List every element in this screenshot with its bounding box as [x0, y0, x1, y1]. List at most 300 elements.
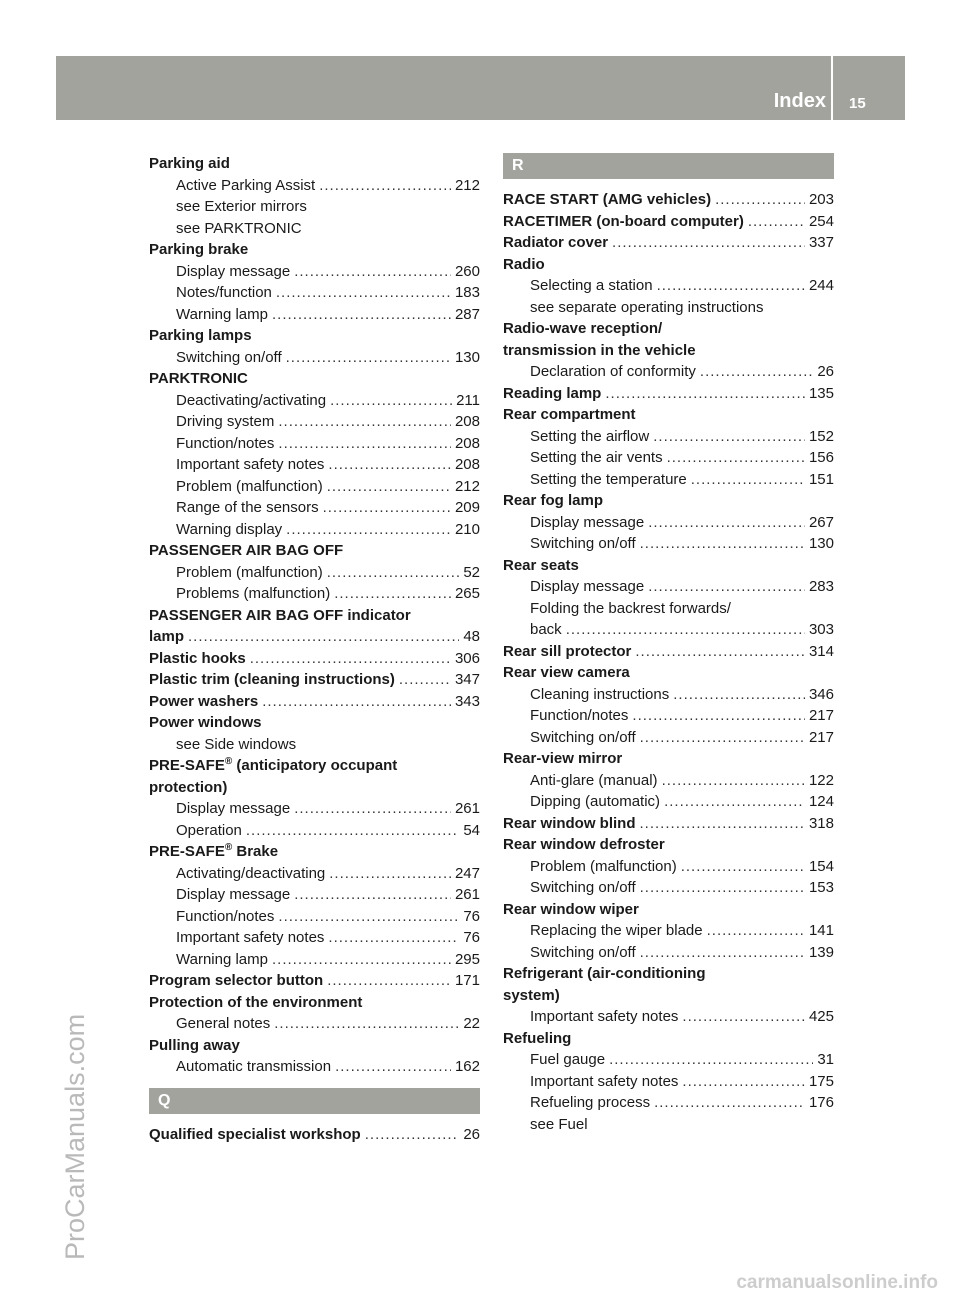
page-reference: 217 [808, 728, 834, 746]
dot-leader [566, 619, 805, 641]
entry-text [530, 598, 731, 620]
page-reference: 208 [454, 456, 480, 473]
page-reference: 254 [808, 212, 834, 230]
entry-text [149, 325, 252, 347]
side-watermark: ProCarManuals.com [60, 1013, 90, 1260]
index-subentry [503, 920, 834, 942]
entry-label: Function/notes [176, 907, 275, 925]
index-column-right [503, 153, 834, 1135]
entry-text [503, 899, 639, 921]
page-reference: 261 [454, 800, 480, 817]
entry-label: Fuel gauge [530, 1051, 606, 1068]
entry-text [149, 691, 258, 713]
entry-label: Parking lamps [149, 327, 252, 344]
page-reference: 135 [808, 384, 834, 402]
entry-text [530, 705, 628, 727]
header-divider [831, 56, 833, 120]
entry-text [176, 411, 274, 433]
entry-text [530, 469, 687, 491]
dot-leader [328, 927, 459, 949]
page-reference: 130 [454, 348, 480, 366]
page-reference: 337 [808, 234, 834, 251]
page-reference: 162 [454, 1058, 480, 1075]
entry-label: Rear seats [503, 556, 579, 574]
page-reference: 318 [808, 814, 834, 832]
index-entry [149, 239, 480, 261]
entry-label: Problem (malfunction) [176, 477, 323, 495]
index-subentry [149, 562, 480, 584]
index-subentry [149, 282, 480, 304]
entry-text [176, 497, 319, 519]
index-entry [503, 899, 834, 921]
dot-leader [700, 361, 813, 383]
dot-leader [640, 533, 805, 555]
entry-label: Power washers [149, 692, 259, 710]
index-subentry [149, 497, 480, 519]
page-reference: 267 [808, 513, 834, 531]
index-subentry [149, 863, 480, 885]
entry-label: transmission in the vehicle [503, 341, 696, 359]
page-reference: 26 [463, 1125, 480, 1143]
index-entry [503, 1028, 834, 1050]
index-subentry [149, 347, 480, 369]
entry-label: Switching on/off [176, 348, 282, 366]
entry-label: Problem (malfunction) [176, 563, 323, 581]
entry-label: Display message [176, 800, 291, 817]
page-reference: 306 [454, 649, 480, 667]
entry-label: Radiator cover [503, 234, 609, 251]
index-subentry [503, 598, 834, 620]
entry-text [503, 813, 636, 835]
dot-leader [748, 211, 805, 233]
entry-text [149, 368, 248, 390]
entry-text [149, 777, 227, 799]
page-reference: 303 [808, 621, 834, 638]
dot-leader [640, 942, 805, 964]
index-column-left [149, 153, 480, 1145]
page-reference: 287 [454, 305, 480, 323]
index-entry [149, 153, 480, 175]
entry-text [176, 820, 242, 842]
entry-text [149, 626, 184, 648]
entry-text [176, 454, 324, 476]
entry-label: Program selector button [149, 972, 324, 989]
entry-label: Switching on/off [530, 879, 636, 896]
index-subentry [503, 533, 834, 555]
page-reference: 22 [463, 1015, 480, 1032]
index-subentry [503, 576, 834, 598]
entry-text [176, 175, 315, 197]
index-entry [149, 691, 480, 713]
dot-leader [640, 877, 805, 899]
entry-text [149, 1124, 361, 1146]
dot-leader [294, 261, 451, 283]
index-entry [503, 555, 834, 577]
entry-text [176, 390, 326, 412]
entry-label: Parking aid [149, 155, 230, 172]
entry-text [503, 254, 545, 276]
entry-text [530, 1006, 678, 1028]
dot-leader [262, 691, 451, 713]
page-reference: 265 [454, 585, 480, 602]
dot-leader [327, 476, 451, 498]
entry-label: Deactivating/activating [176, 391, 327, 409]
page-reference: 314 [808, 642, 834, 660]
entry-text [176, 304, 268, 326]
entry-text [503, 340, 696, 362]
page-reference: 343 [454, 692, 480, 710]
entry-text [530, 791, 660, 813]
entry-label: Problems (malfunction) [176, 585, 331, 602]
entry-label: Replacing the wiper blade [530, 922, 703, 939]
registered-mark: ® [224, 842, 233, 853]
page-reference: 76 [463, 929, 480, 946]
entry-label: PRE-SAFE [149, 843, 225, 860]
index-subentry [503, 705, 834, 727]
dot-leader [335, 1056, 451, 1078]
index-subentry [503, 275, 834, 297]
spacer [149, 1114, 480, 1124]
entry-text [503, 662, 630, 684]
entry-text [176, 476, 323, 498]
entry-text [176, 196, 307, 218]
dot-leader [612, 232, 805, 254]
entry-text [503, 748, 622, 770]
entry-text [503, 555, 579, 577]
entry-text [503, 189, 711, 211]
entry-label: Setting the air vents [530, 449, 663, 466]
entry-text [176, 218, 302, 240]
index-subentry [149, 175, 480, 197]
page-reference: 26 [817, 363, 834, 380]
page-reference: 209 [454, 499, 480, 516]
page-reference: 176 [808, 1094, 834, 1111]
index-subentry [149, 884, 480, 906]
entry-text [530, 1092, 650, 1114]
entry-label: Refueling process [530, 1094, 651, 1111]
entry-text [176, 583, 330, 605]
entry-text [530, 533, 636, 555]
entry-label: Setting the temperature [530, 470, 687, 488]
page-reference: 211 [456, 391, 480, 409]
entry-label: Notes/function [176, 284, 272, 301]
index-entry [503, 254, 834, 276]
entry-label: Refrigerant (air-conditioning [503, 965, 706, 982]
entry-label: Protection of the environment [149, 993, 363, 1011]
entry-text [149, 605, 411, 627]
page-reference: 183 [454, 284, 480, 301]
index-entries-p [149, 153, 480, 1078]
entry-label: Reading lamp [503, 384, 602, 402]
dot-leader [246, 820, 459, 842]
entry-label: Important safety notes [530, 1072, 679, 1090]
entry-text [530, 942, 636, 964]
entry-text [149, 648, 246, 670]
entry-text [530, 426, 649, 448]
entry-text [149, 970, 323, 992]
index-subentry [503, 1114, 834, 1136]
index-subentry [149, 949, 480, 971]
index-subentry [149, 261, 480, 283]
dot-leader [278, 411, 451, 433]
dot-leader [365, 1124, 460, 1146]
dot-leader [274, 1013, 459, 1035]
dot-leader [250, 648, 451, 670]
entry-text [149, 992, 362, 1014]
index-subentry [503, 447, 834, 469]
dot-leader [276, 282, 451, 304]
entry-label: Rear-view mirror [503, 750, 623, 767]
index-subentry [149, 906, 480, 928]
index-subentry [503, 1006, 834, 1028]
entry-label: Rear fog lamp [503, 492, 604, 509]
entry-text [503, 1028, 571, 1050]
entry-text [149, 712, 262, 734]
entry-text [530, 856, 677, 878]
index-subentry [503, 727, 834, 749]
dot-leader [319, 175, 451, 197]
dot-leader [640, 727, 805, 749]
entry-text [530, 447, 663, 469]
page-reference: 153 [808, 879, 834, 896]
entry-text [530, 727, 636, 749]
dot-leader [272, 949, 451, 971]
page-reference: 295 [454, 950, 480, 968]
page-reference: 212 [454, 477, 480, 495]
index-entry [503, 383, 834, 405]
index-subentry [149, 454, 480, 476]
entry-text [149, 1035, 240, 1057]
dot-leader [329, 863, 451, 885]
index-entry [149, 626, 480, 648]
page-reference: 48 [463, 628, 480, 645]
index-subentry [149, 433, 480, 455]
entry-label: Function/notes [530, 707, 629, 724]
entry-label: see PARKTRONIC [176, 219, 302, 237]
index-subentry [503, 791, 834, 813]
dot-leader [648, 576, 805, 598]
entry-text [176, 884, 290, 906]
entry-label: Refueling [503, 1029, 572, 1047]
entry-text [503, 211, 744, 233]
index-entry [149, 712, 480, 734]
index-entry [149, 777, 480, 799]
index-subentry [149, 1013, 480, 1035]
entry-text [503, 232, 608, 254]
entry-text [530, 275, 653, 297]
page-reference: 283 [808, 578, 834, 595]
entry-label: Switching on/off [530, 943, 636, 961]
index-entry [503, 318, 834, 340]
index-entries-r [503, 189, 834, 1135]
entry-label: PASSENGER AIR BAG OFF [149, 542, 344, 559]
page-reference: 76 [463, 907, 480, 925]
dot-leader [667, 447, 805, 469]
entry-label: Plastic trim (cleaning instructions) [149, 671, 395, 688]
entry-label: Rear compartment [503, 406, 636, 423]
index-subentry [149, 927, 480, 949]
entry-text [530, 1071, 678, 1093]
entry-text [149, 755, 397, 777]
entry-text [503, 490, 603, 512]
index-subentry [149, 734, 480, 756]
entry-text [149, 239, 248, 261]
dot-leader [334, 583, 451, 605]
entry-label: Range of the sensors [176, 499, 319, 516]
page-reference: 425 [808, 1008, 834, 1025]
entry-label: Rear window defroster [503, 836, 665, 853]
index-entry [149, 368, 480, 390]
entry-label: Radio [503, 255, 545, 273]
entry-label: Cleaning instructions [530, 685, 670, 703]
page-reference: 31 [817, 1051, 834, 1068]
index-entry [149, 1035, 480, 1057]
entry-text [530, 877, 636, 899]
entry-label: Folding the backrest forwards/ [530, 599, 731, 617]
entry-text [530, 297, 763, 319]
index-entry [503, 813, 834, 835]
entry-text [149, 669, 395, 691]
dot-leader [662, 770, 805, 792]
dot-leader [286, 347, 451, 369]
entry-text [176, 347, 282, 369]
entry-text [530, 512, 644, 534]
page-reference: 208 [454, 413, 480, 430]
dot-leader [605, 383, 805, 405]
dot-leader [330, 390, 452, 412]
dot-leader [654, 1092, 805, 1114]
index-subentry [149, 411, 480, 433]
index-entry [149, 841, 480, 863]
index-entry [149, 540, 480, 562]
page-reference: 210 [454, 520, 480, 538]
entry-label: Operation [176, 821, 242, 839]
page-reference: 151 [808, 470, 834, 488]
entry-label: Declaration of conformity [530, 363, 696, 380]
index-subentry [149, 390, 480, 412]
page-reference: 130 [808, 535, 834, 552]
entry-label: Automatic transmission [176, 1058, 332, 1075]
page-reference: 124 [808, 793, 834, 810]
entry-text [530, 619, 562, 641]
page-reference: 139 [808, 943, 834, 961]
entry-label: Display message [176, 886, 291, 903]
page-reference: 52 [463, 563, 480, 581]
entry-label: Display message [530, 513, 645, 531]
dot-leader [327, 562, 460, 584]
entry-label: Warning lamp [176, 950, 268, 968]
index-subentry [149, 304, 480, 326]
dot-leader [328, 454, 451, 476]
page-reference: 212 [454, 176, 480, 194]
entry-text [176, 949, 268, 971]
entry-label: Pulling away [149, 1036, 240, 1054]
index-subentry [503, 619, 834, 641]
entry-label: see Fuel [530, 1115, 588, 1133]
index-subentry [503, 426, 834, 448]
index-subentry [503, 1071, 834, 1093]
dot-leader [294, 884, 451, 906]
page-reference: 54 [463, 821, 480, 839]
dot-leader [707, 920, 805, 942]
bottom-watermark: carmanualsonline.info [736, 1272, 938, 1293]
page-reference: 208 [454, 434, 480, 452]
page-reference: 203 [808, 191, 834, 208]
index-subentry [149, 1056, 480, 1078]
dot-leader [286, 519, 451, 541]
index-entry [503, 985, 834, 1007]
dot-leader [640, 813, 805, 835]
entry-label: lamp [149, 628, 185, 645]
entry-label: protection) [149, 778, 228, 796]
entry-text [503, 641, 631, 663]
page-reference: 347 [454, 671, 480, 688]
index-entry [149, 755, 480, 777]
page-reference: 156 [808, 449, 834, 466]
entry-text [149, 153, 230, 175]
index-subentry [503, 856, 834, 878]
index-entry [503, 963, 834, 985]
dot-leader [653, 426, 805, 448]
page-reference: 175 [808, 1072, 834, 1090]
entry-label: Anti-glare (manual) [530, 771, 658, 789]
dot-leader [323, 497, 451, 519]
index-subentry [503, 512, 834, 534]
dot-leader [648, 512, 805, 534]
entry-label: Dipping (automatic) [530, 793, 661, 810]
entry-text [176, 519, 282, 541]
entry-label: Rear sill protector [503, 642, 632, 660]
index-entry [503, 211, 834, 233]
index-subentry [503, 770, 834, 792]
index-subentry [503, 361, 834, 383]
entry-text [149, 841, 278, 863]
entry-label-suffix: Brake [232, 843, 279, 860]
entry-label: RACE START (AMG vehicles) [503, 191, 712, 208]
entry-text [530, 770, 658, 792]
entry-text [503, 963, 706, 985]
entry-label: Selecting a station [530, 277, 653, 294]
index-entry [503, 834, 834, 856]
index-subentry [503, 297, 834, 319]
index-entries-q [149, 1124, 480, 1146]
entry-label: Radio-wave reception/ [503, 320, 663, 337]
index-entry [149, 992, 480, 1014]
entry-label: Rear window blind [503, 814, 636, 832]
dot-leader [635, 641, 805, 663]
dot-leader [632, 705, 805, 727]
entry-label: Switching on/off [530, 728, 636, 746]
index-subentry [149, 798, 480, 820]
page-reference: 247 [454, 864, 480, 882]
section-letter: Q [158, 1091, 171, 1109]
index-entry [503, 748, 834, 770]
entry-label: Activating/deactivating [176, 864, 326, 882]
entry-text [530, 1114, 588, 1136]
entry-label: Qualified specialist workshop [149, 1125, 361, 1143]
dot-leader [673, 684, 805, 706]
entry-text [530, 1049, 605, 1071]
page-reference: 261 [454, 886, 480, 903]
entry-text [176, 261, 290, 283]
entry-label: Power windows [149, 714, 262, 731]
index-subentry [503, 1092, 834, 1114]
entry-label: Switching on/off [530, 535, 636, 552]
section-header-q [149, 1088, 480, 1114]
entry-label: see Exterior mirrors [176, 198, 307, 215]
registered-mark: ® [224, 756, 233, 767]
dot-leader [327, 970, 451, 992]
